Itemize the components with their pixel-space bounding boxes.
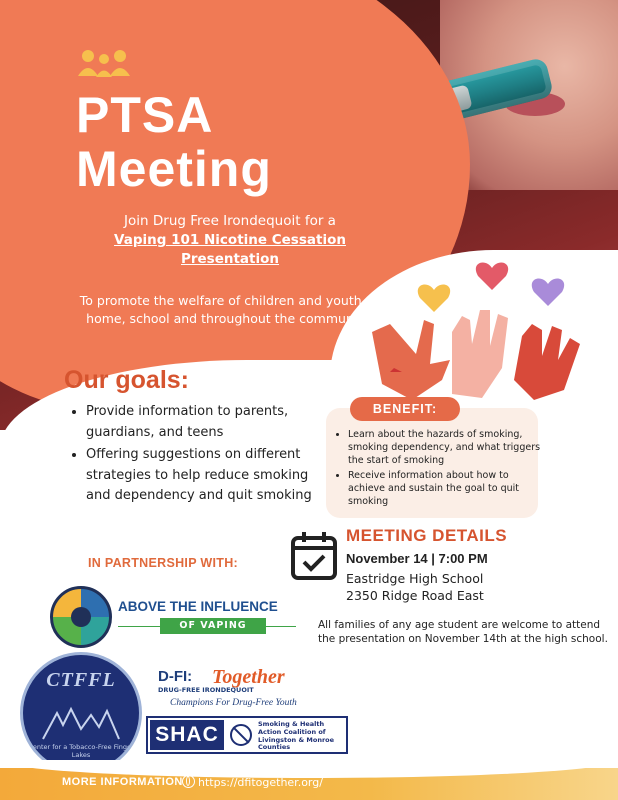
join-text-block [80, 212, 380, 269]
dfi-logo-text: D-FI: [158, 668, 193, 685]
no-smoking-icon [230, 724, 252, 746]
goal-item: • Offering suggestions on different strategies to help reduce smoking and dependency and quit smoking [86, 445, 326, 507]
atf-wheel-logo [50, 586, 112, 648]
title-line-1: PTSA [76, 87, 214, 143]
shac-description: Smoking & Health Action Coalition of Livingston & Monroe Counties [258, 720, 335, 752]
ctffl-subtitle: Center for a Tobacco-Free Finger Lakes [28, 743, 134, 759]
people-icon [76, 48, 132, 78]
partnership-label: IN PARTNERSHIP WITH: [88, 556, 238, 570]
atf-wheel-center [71, 607, 91, 627]
website-link[interactable]: https://dfitogether.org/ [198, 776, 323, 789]
presentation-title: Vaping 101 Nicotine Cessation Presentation [114, 232, 346, 267]
dfi-small-text: DRUG-FREE IRONDEQUOIT [158, 686, 254, 694]
atf-subtitle: OF VAPING [160, 618, 266, 634]
ctffl-text: CTFFL [46, 669, 116, 691]
join-text: Join Drug Free Irondequoit for a [124, 213, 336, 229]
goals-title: Our goals: [64, 366, 190, 394]
meeting-address: 2350 Ridge Road East [346, 588, 484, 603]
ctffl-logo [20, 652, 142, 774]
benefit-item: • Receive information about how to achieve and sustain the goal to quit smoking [348, 469, 548, 508]
meeting-details-title: MEETING DETAILS [346, 526, 508, 545]
benefit-list [334, 428, 548, 510]
goals-list [70, 402, 326, 509]
dfi-together: Together [212, 666, 285, 688]
meeting-venue: Eastridge High School [346, 571, 484, 586]
meeting-date-time: November 14 | 7:00 PM [346, 551, 488, 566]
more-information-label: MORE INFORMATION [62, 776, 183, 788]
families-note: All families of any age student are welcome to attend the presentation on November 14th at the high school. [318, 619, 608, 645]
shac-logo [146, 716, 348, 754]
mountain-icon [41, 705, 121, 741]
benefit-label: BENEFIT: [350, 397, 460, 421]
atf-title: ABOVE THE INFLUENCE [118, 599, 278, 614]
mission-statement: To promote the welfare of children and youth at home, school and throughout the community. [79, 293, 379, 326]
calendar-check-icon [290, 530, 338, 582]
benefit-item: • Learn about the hazards of smoking, smoking dependency, and what triggers the start of smoking [348, 428, 548, 467]
globe-icon [182, 775, 195, 788]
goal-item: • Provide information to parents, guardians, and teens [86, 402, 326, 443]
shac-mark: SHAC [150, 720, 224, 750]
title-line-2: Meeting [76, 141, 272, 197]
dfi-tagline: Champions For Drug-Free Youth [170, 698, 297, 708]
